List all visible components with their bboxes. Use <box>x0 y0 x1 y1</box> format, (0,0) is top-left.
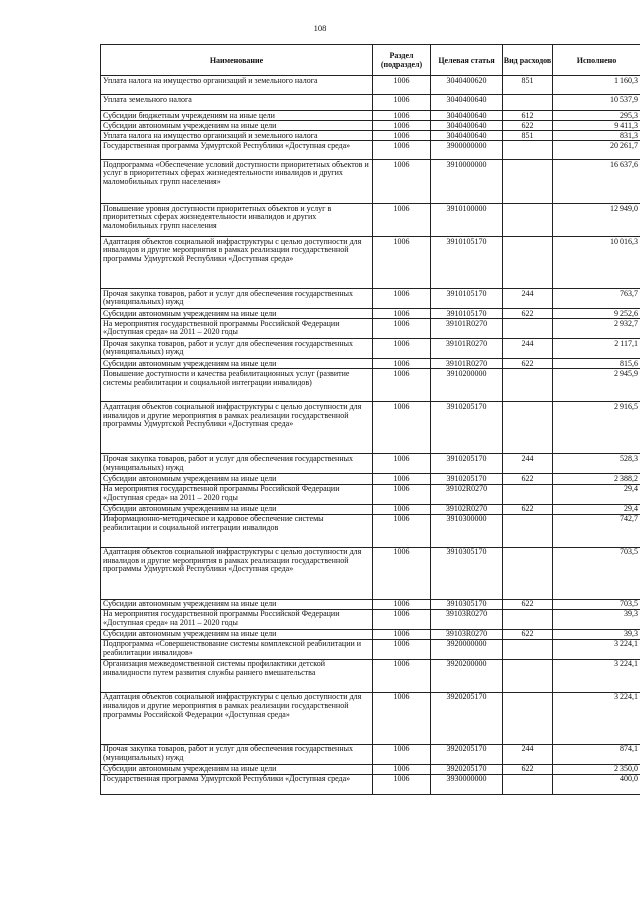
row-name: Субсидии бюджетным учреждениям на иные цели <box>101 111 373 121</box>
row-expense-type <box>503 319 553 339</box>
row-expense-type: 851 <box>503 131 553 141</box>
row-executed: 16 637,6 <box>553 160 640 204</box>
row-section: 1006 <box>373 359 431 369</box>
row-name: Адаптация объектов социальной инфраструктуры с целью доступности для инвалидов и другие мероприятия в рамках реализации государственной программы Удмуртской Республики «Доступная среда» <box>101 547 373 599</box>
row-article: 3920000000 <box>431 639 503 659</box>
row-section: 1006 <box>373 629 431 639</box>
header-article: Целевая статья <box>431 45 503 76</box>
header-name: Наименование <box>101 45 373 76</box>
row-section: 1006 <box>373 659 431 692</box>
row-article: 39102R0270 <box>431 484 503 504</box>
row-executed: 400,0 <box>553 774 640 794</box>
row-expense-type: 622 <box>503 599 553 609</box>
row-section: 1006 <box>373 121 431 131</box>
row-expense-type: 244 <box>503 454 553 474</box>
row-name: Субсидии автономным учреждениям на иные цели <box>101 309 373 319</box>
row-section: 1006 <box>373 692 431 744</box>
row-section: 1006 <box>373 764 431 774</box>
row-article: 39102R0270 <box>431 504 503 514</box>
table-row <box>101 121 640 131</box>
row-executed: 703,5 <box>553 599 640 609</box>
row-expense-type <box>503 160 553 204</box>
table-row <box>101 484 640 504</box>
row-article: 3040400640 <box>431 95 503 111</box>
row-article: 3910300000 <box>431 514 503 547</box>
row-article: 3900000000 <box>431 141 503 160</box>
row-expense-type <box>503 369 553 402</box>
row-article: 3040400640 <box>431 121 503 131</box>
row-name: Субсидии автономным учреждениям на иные цели <box>101 599 373 609</box>
row-article: 3910205170 <box>431 454 503 474</box>
table-row <box>101 474 640 484</box>
row-executed: 815,6 <box>553 359 640 369</box>
table-row <box>101 692 640 744</box>
row-expense-type <box>503 639 553 659</box>
table-row <box>101 402 640 454</box>
row-executed: 295,3 <box>553 111 640 121</box>
row-name: Государственная программа Удмуртской Республики «Доступная среда» <box>101 774 373 794</box>
row-article: 39101R0270 <box>431 359 503 369</box>
row-name: Субсидии автономным учреждениям на иные цели <box>101 504 373 514</box>
row-expense-type: 622 <box>503 504 553 514</box>
header-expense-type: Вид расходов <box>503 45 553 76</box>
row-article: 3040400640 <box>431 111 503 121</box>
row-name: На мероприятия государственной программы Российской Федерации «Доступная среда» на 2011 – 2020 годы <box>101 609 373 629</box>
row-executed: 763,7 <box>553 289 640 309</box>
table-row <box>101 160 640 204</box>
table-row <box>101 609 640 629</box>
row-expense-type <box>503 774 553 794</box>
table-row <box>101 76 640 95</box>
row-article: 3910205170 <box>431 402 503 454</box>
row-section: 1006 <box>373 744 431 764</box>
table-row <box>101 339 640 359</box>
row-expense-type: 851 <box>503 76 553 95</box>
row-section: 1006 <box>373 76 431 95</box>
row-executed: 2 117,1 <box>553 339 640 359</box>
row-section: 1006 <box>373 514 431 547</box>
row-section: 1006 <box>373 639 431 659</box>
row-name: Организация межведомственной системы профилактики детской инвалидности путем развития службы раннего вмешательства <box>101 659 373 692</box>
row-executed: 10 537,9 <box>553 95 640 111</box>
budget-table <box>100 44 640 795</box>
row-name: Прочая закупка товаров, работ и услуг для обеспечения государственных (муниципальных) нужд <box>101 744 373 764</box>
row-expense-type <box>503 609 553 629</box>
row-name: Уплата налога на имущество организаций и земельного налога <box>101 76 373 95</box>
row-article: 3920205170 <box>431 744 503 764</box>
table-row <box>101 774 640 794</box>
table-row <box>101 204 640 237</box>
table-row <box>101 289 640 309</box>
row-section: 1006 <box>373 289 431 309</box>
table-row <box>101 629 640 639</box>
table-row <box>101 319 640 339</box>
row-expense-type <box>503 204 553 237</box>
row-section: 1006 <box>373 454 431 474</box>
table-row <box>101 237 640 289</box>
row-article: 39101R0270 <box>431 339 503 359</box>
row-section: 1006 <box>373 484 431 504</box>
row-name: Субсидии автономным учреждениям на иные цели <box>101 121 373 131</box>
row-article: 3910000000 <box>431 160 503 204</box>
row-expense-type: 244 <box>503 339 553 359</box>
row-expense-type <box>503 484 553 504</box>
row-name: На мероприятия государственной программы Российской Федерации «Доступная среда» на 2011 – 2020 годы <box>101 484 373 504</box>
row-executed: 39,3 <box>553 629 640 639</box>
row-name: Повышение доступности и качества реабилитационных услуг (развитие системы реабилитации и социальной интеграции инвалидов) <box>101 369 373 402</box>
table-row <box>101 95 640 111</box>
row-article: 3910105170 <box>431 309 503 319</box>
table-row <box>101 111 640 121</box>
row-expense-type <box>503 141 553 160</box>
row-article: 3910305170 <box>431 599 503 609</box>
page-number: 108 <box>313 23 327 33</box>
row-expense-type <box>503 692 553 744</box>
row-executed: 2 350,0 <box>553 764 640 774</box>
table-row <box>101 547 640 599</box>
row-executed: 9 252,6 <box>553 309 640 319</box>
row-executed: 528,3 <box>553 454 640 474</box>
table-row <box>101 744 640 764</box>
row-section: 1006 <box>373 131 431 141</box>
row-expense-type <box>503 402 553 454</box>
row-name: Прочая закупка товаров, работ и услуг для обеспечения государственных (муниципальных) нужд <box>101 339 373 359</box>
row-section: 1006 <box>373 339 431 359</box>
row-executed: 2 932,7 <box>553 319 640 339</box>
table-row <box>101 764 640 774</box>
row-section: 1006 <box>373 237 431 289</box>
row-section: 1006 <box>373 402 431 454</box>
row-article: 39103R0270 <box>431 609 503 629</box>
table-row <box>101 659 640 692</box>
row-article: 39103R0270 <box>431 629 503 639</box>
header-section: Раздел (подраздел) <box>373 45 431 76</box>
row-section: 1006 <box>373 474 431 484</box>
row-expense-type: 622 <box>503 121 553 131</box>
row-executed: 2 945,9 <box>553 369 640 402</box>
table-row <box>101 514 640 547</box>
row-executed: 2 916,5 <box>553 402 640 454</box>
row-name: Субсидии автономным учреждениям на иные цели <box>101 629 373 639</box>
row-expense-type: 622 <box>503 359 553 369</box>
row-executed: 1 160,3 <box>553 76 640 95</box>
header-executed: Исполнено <box>553 45 640 76</box>
row-executed: 831,3 <box>553 131 640 141</box>
row-executed: 3 224,1 <box>553 639 640 659</box>
row-name: Субсидии автономным учреждениям на иные цели <box>101 474 373 484</box>
row-name: Адаптация объектов социальной инфраструктуры с целью доступности для инвалидов и другие мероприятия в рамках реализации государственной программы Удмуртской Республики «Доступная среда» <box>101 402 373 454</box>
row-executed: 39,3 <box>553 609 640 629</box>
row-executed: 10 016,3 <box>553 237 640 289</box>
row-article: 3910105170 <box>431 237 503 289</box>
table-row <box>101 639 640 659</box>
row-expense-type: 622 <box>503 764 553 774</box>
table-row <box>101 369 640 402</box>
table-row <box>101 131 640 141</box>
row-executed: 29,4 <box>553 504 640 514</box>
row-executed: 742,7 <box>553 514 640 547</box>
row-name: Государственная программа Удмуртской Республики «Доступная среда» <box>101 141 373 160</box>
table-row <box>101 141 640 160</box>
row-article: 3910205170 <box>431 474 503 484</box>
row-executed: 3 224,1 <box>553 659 640 692</box>
row-expense-type <box>503 659 553 692</box>
row-name: Прочая закупка товаров, работ и услуг для обеспечения государственных (муниципальных) нужд <box>101 454 373 474</box>
row-section: 1006 <box>373 369 431 402</box>
row-executed: 2 388,2 <box>553 474 640 484</box>
row-expense-type <box>503 514 553 547</box>
row-section: 1006 <box>373 309 431 319</box>
row-section: 1006 <box>373 504 431 514</box>
row-expense-type: 612 <box>503 111 553 121</box>
row-name: Субсидии автономным учреждениям на иные цели <box>101 359 373 369</box>
row-article: 3920205170 <box>431 764 503 774</box>
row-executed: 703,5 <box>553 547 640 599</box>
row-article: 3920200000 <box>431 659 503 692</box>
row-executed: 20 261,7 <box>553 141 640 160</box>
row-name: Адаптация объектов социальной инфраструктуры с целью доступности для инвалидов и другие мероприятия в рамках реализации государственной программы Российской Федерации «Доступная среда» <box>101 692 373 744</box>
row-executed: 9 411,3 <box>553 121 640 131</box>
table-row <box>101 359 640 369</box>
row-executed: 874,1 <box>553 744 640 764</box>
row-section: 1006 <box>373 609 431 629</box>
table-header-row <box>101 45 640 76</box>
row-section: 1006 <box>373 204 431 237</box>
row-article: 39101R0270 <box>431 319 503 339</box>
row-expense-type: 244 <box>503 744 553 764</box>
row-name: Адаптация объектов социальной инфраструктуры с целью доступности для инвалидов и другие мероприятия в рамках реализации государственной программы Удмуртской Республики «Доступная среда» <box>101 237 373 289</box>
row-article: 3910305170 <box>431 547 503 599</box>
table-row <box>101 309 640 319</box>
row-expense-type: 244 <box>503 289 553 309</box>
row-name: Информационно-методическое и кадровое обеспечение системы реабилитации и социальной интеграции инвалидов <box>101 514 373 547</box>
row-section: 1006 <box>373 95 431 111</box>
row-name: Субсидии автономным учреждениям на иные цели <box>101 764 373 774</box>
row-expense-type <box>503 95 553 111</box>
row-name: На мероприятия государственной программы Российской Федерации «Доступная среда» на 2011 – 2020 годы <box>101 319 373 339</box>
row-section: 1006 <box>373 547 431 599</box>
row-expense-type: 622 <box>503 474 553 484</box>
row-executed: 29,4 <box>553 484 640 504</box>
row-section: 1006 <box>373 111 431 121</box>
table-row <box>101 504 640 514</box>
row-article: 3910105170 <box>431 289 503 309</box>
row-section: 1006 <box>373 141 431 160</box>
row-name: Подпрограмма «Совершенствование системы комплексной реабилитации и реабилитации инвалидов» <box>101 639 373 659</box>
table-row <box>101 454 640 474</box>
row-name: Подпрограмма «Обеспечение условий доступности приоритетных объектов и услуг в приоритетных сферах жизнедеятельности инвалидов и других маломобильных групп населения» <box>101 160 373 204</box>
row-name: Уплата земельного налога <box>101 95 373 111</box>
row-executed: 3 224,1 <box>553 692 640 744</box>
row-article: 3920205170 <box>431 692 503 744</box>
row-executed: 12 949,0 <box>553 204 640 237</box>
row-section: 1006 <box>373 160 431 204</box>
row-name: Прочая закупка товаров, работ и услуг для обеспечения государственных (муниципальных) нужд <box>101 289 373 309</box>
row-article: 3930000000 <box>431 774 503 794</box>
row-section: 1006 <box>373 319 431 339</box>
row-section: 1006 <box>373 599 431 609</box>
row-article: 3910100000 <box>431 204 503 237</box>
row-name: Уплата налога на имущество организаций и земельного налога <box>101 131 373 141</box>
row-name: Повышение уровня доступности приоритетных объектов и услуг в приоритетных сферах жизнедеятельности инвалидов и других маломобильных групп населения <box>101 204 373 237</box>
row-article: 3040400640 <box>431 131 503 141</box>
row-expense-type: 622 <box>503 309 553 319</box>
table-row <box>101 599 640 609</box>
row-section: 1006 <box>373 774 431 794</box>
row-article: 3910200000 <box>431 369 503 402</box>
row-expense-type: 622 <box>503 629 553 639</box>
row-expense-type <box>503 237 553 289</box>
row-expense-type <box>503 547 553 599</box>
row-article: 3040400620 <box>431 76 503 95</box>
